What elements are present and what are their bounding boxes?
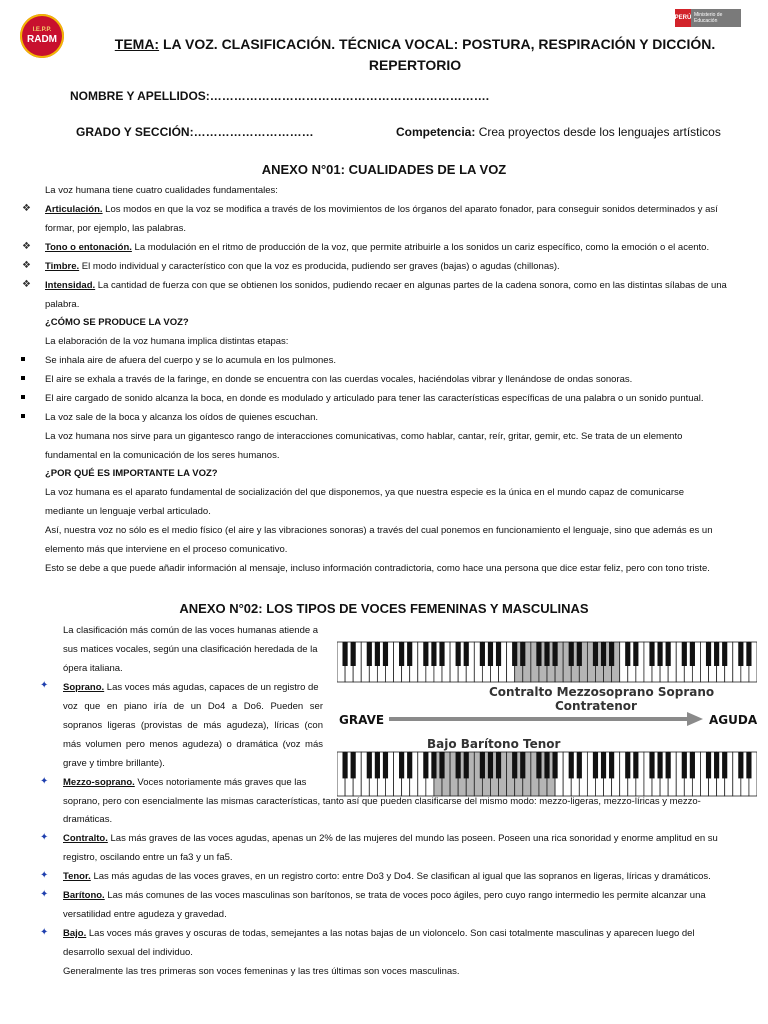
mezzo-line-3: dramáticas. xyxy=(63,814,113,825)
black-key xyxy=(342,642,347,666)
grave-label: GRAVE xyxy=(339,713,385,727)
black-key xyxy=(690,642,695,666)
black-key xyxy=(383,752,388,778)
q2-text: La modulación en el ritmo de producción de la voz, que permite atribuirle a los sonidos un cariz específico, como la emoción o el acento. xyxy=(131,242,710,253)
black-key xyxy=(633,642,638,666)
black-key xyxy=(512,642,517,666)
piano-keyboard-bottom xyxy=(337,752,757,796)
soprano-line-3: sopranos ligeras (provistas de más agudeza), líricas (con xyxy=(63,720,323,731)
black-key xyxy=(577,642,582,666)
black-key xyxy=(714,642,719,666)
piano-keyboard-top xyxy=(337,642,757,682)
voice-soprano xyxy=(63,678,323,697)
baritono-term: Barítono. xyxy=(63,890,105,901)
bajo-line-2: desarrollo sexual del individuo. xyxy=(63,947,193,958)
title-label: TEMA: xyxy=(114,36,160,52)
annex1-title: ANEXO N°01: CUALIDADES DE LA VOZ xyxy=(261,162,507,177)
black-key xyxy=(512,752,517,778)
black-key xyxy=(431,642,436,666)
square-bullet-icon xyxy=(21,414,25,418)
pointer-bullet-icon: ✦ xyxy=(40,776,49,787)
soprano-line-5: grave y timbre brillante). xyxy=(63,758,165,769)
black-key xyxy=(666,642,671,666)
q1-term: Articulación. xyxy=(45,204,103,215)
black-key xyxy=(649,752,654,778)
black-key xyxy=(367,752,372,778)
pointer-bullet-icon: ✦ xyxy=(40,832,49,843)
black-key xyxy=(375,642,380,666)
pointer-bullet-icon: ✦ xyxy=(40,889,49,900)
why-line-1: La voz humana es el aparato fundamental de socialización del que disponemos, ya que nuestra especie es la única en el mundo capaz de comunicarse xyxy=(45,487,685,498)
competence-value: Crea proyectos desde los lenguajes artísticos xyxy=(478,125,721,139)
annex2-intro-1: La clasificación más común de las voces humanas atiende a xyxy=(63,625,319,636)
step-3: El aire cargado de sonido alcanza la boca, en donde es modulado y articulado para tener las características específicas de una palabra o un sonido puntual. xyxy=(45,393,704,404)
black-key xyxy=(601,642,606,666)
q3-text: El modo individual y característico con que la voz es producida, pudiendo ser graves (bajas) o agudas (chillonas). xyxy=(79,261,560,272)
black-key xyxy=(439,642,444,666)
how-title: ¿CÓMO SE PRODUCE LA VOZ? xyxy=(45,317,189,328)
annex2-title: ANEXO N°02: LOS TIPOS DE VOCES FEMENINAS Y MASCULINAS xyxy=(179,601,589,616)
school-logo-top: I.E.P.P. xyxy=(32,27,52,33)
black-key xyxy=(488,642,493,666)
black-key xyxy=(431,752,436,778)
grade-field: GRADO Y SECCIÓN:………………………… xyxy=(76,125,314,139)
bajo-term: Bajo. xyxy=(63,928,87,939)
tenor-line-1: Las más agudas de las voces graves, en un registro corto: entre Do3 y Do4. Se clasifican al igual que las sopranos en ligeras, líricas y dramáticos. xyxy=(90,871,711,882)
title-line2: REPERTORIO xyxy=(368,57,462,73)
black-key xyxy=(738,642,743,666)
black-key xyxy=(496,642,501,666)
voice-mezzo xyxy=(63,773,323,792)
bajo-line-1: Las voces más graves y oscuras de todas, semejantes a las notas bajas de un violoncelo. Son casi totalmente masculinas y aparecen luego del xyxy=(86,928,695,939)
black-key xyxy=(714,752,719,778)
black-key xyxy=(666,752,671,778)
mezzo-line-1: Voces notoriamente más graves que las xyxy=(134,777,307,788)
square-bullet-icon xyxy=(21,357,25,361)
black-key xyxy=(625,752,630,778)
black-key xyxy=(625,642,630,666)
q4-term: Intensidad. xyxy=(45,280,96,291)
black-key xyxy=(682,642,687,666)
black-key xyxy=(520,642,525,666)
mezzo-line-2: soprano, pero con esencialmente las mismas características, tanto así que pueden clasificarse del mismo modo: mezzo-ligeras, mezzo-líricas y mezzo- xyxy=(63,796,701,807)
annex1-intro: La voz humana tiene cuatro cualidades fundamentales: xyxy=(45,185,278,196)
school-logo-bottom: RADM xyxy=(27,34,57,45)
contralto-line-2: registro, oscilando entre un fa3 y un fa5. xyxy=(63,852,233,863)
black-key xyxy=(488,752,493,778)
voice-baritono xyxy=(63,886,706,905)
why-line-3: Así, nuestra voz no sólo es el medio físico (el aire y las vibraciones sonoras) a través del cual ponemos en funcionamiento el lenguaje, sino que además es un xyxy=(45,525,713,536)
black-key xyxy=(456,752,461,778)
q3-term: Timbre. xyxy=(45,261,80,272)
annex2-intro-2: sus matices vocales, según una clasificación heredada de la xyxy=(63,644,318,655)
quality-articulacion xyxy=(45,200,745,219)
step-1: Se inhala aire de afuera del cuerpo y se lo acumula en los pulmones. xyxy=(45,355,336,366)
black-key xyxy=(609,752,614,778)
diamond-bullet-icon: ❖ xyxy=(22,260,31,271)
black-key xyxy=(544,642,549,666)
why-line-5: Esto se debe a que puede añadir información al mensaje, incluso información contradictoria, como hace una persona que dice estar feliz, pero con tono triste. xyxy=(45,563,710,574)
black-key xyxy=(609,642,614,666)
black-key xyxy=(480,642,485,666)
minedu-name: Ministerio de Educación xyxy=(694,12,723,24)
contralto-line-1: Las más graves de las voces agudas, apenas un 2% de las mujeres del mundo las poseen. Poseen una rica sonoridad y enorme amplitud en su xyxy=(107,833,718,844)
q2-term: Tono o entonación. xyxy=(45,242,132,253)
black-key xyxy=(536,642,541,666)
black-key xyxy=(649,642,654,666)
black-key xyxy=(496,752,501,778)
black-key xyxy=(746,752,751,778)
why-title: ¿POR QUÉ ES IMPORTANTE LA VOZ? xyxy=(45,468,218,479)
soprano-line-2: voz que en piano iría de un Do4 a Do6. Pueden ser xyxy=(63,701,323,712)
black-key xyxy=(351,752,356,778)
school-logo xyxy=(20,14,64,58)
black-key xyxy=(407,642,412,666)
black-key xyxy=(383,642,388,666)
soprano-term: Soprano. xyxy=(63,682,105,693)
pointer-bullet-icon: ✦ xyxy=(40,870,49,881)
black-key xyxy=(722,752,727,778)
black-key xyxy=(577,752,582,778)
black-key xyxy=(738,752,743,778)
why-line-4: elemento más que interviene en el proceso comunicativo. xyxy=(45,544,288,555)
black-key xyxy=(464,752,469,778)
annex2-closing: Generalmente las tres primeras son voces femeninas y las tres últimas son voces masculinas. xyxy=(63,966,460,977)
use-line-1: La voz humana nos sirve para un gigantesco rango de interacciones comunicativas, como hablar, cantar, reír, gritar, gemir, etc. Se trata de un elemento xyxy=(45,431,683,442)
voice-tenor xyxy=(63,867,711,886)
black-key xyxy=(682,752,687,778)
black-key xyxy=(633,752,638,778)
black-key xyxy=(569,642,574,666)
diamond-bullet-icon: ❖ xyxy=(22,203,31,214)
female-voices-label: Contralto Mezzosoprano Soprano xyxy=(489,685,715,699)
black-key xyxy=(464,642,469,666)
black-key xyxy=(367,642,372,666)
male-voices-label: Bajo Barítono Tenor xyxy=(427,737,561,751)
black-key xyxy=(593,642,598,666)
why-line-2: mediante un lenguaje verbal articulado. xyxy=(45,506,211,517)
step-2: El aire se exhala a través de la faringe, en donde se encuentra con las cuerdas vocales, haciéndolas vibrar y llenándose de ondas sonoras. xyxy=(45,374,633,385)
aguda-label: AGUDA xyxy=(709,713,757,727)
diamond-bullet-icon: ❖ xyxy=(22,241,31,252)
mezzo-term: Mezzo-soprano. xyxy=(63,777,135,788)
black-key xyxy=(399,752,404,778)
q1-text: Los modos en que la voz se modifica a través de los movimientos de los órganos del aparato fonador, para conseguir sonidos determinados y así xyxy=(102,204,718,215)
voice-contralto xyxy=(63,829,718,848)
baritono-line-2: versatilidad entre agudeza y gravedad. xyxy=(63,909,227,920)
black-key xyxy=(520,752,525,778)
competence xyxy=(396,125,721,139)
soprano-line-1: Las voces más agudas, capaces de un registro de xyxy=(104,682,319,693)
annex2-intro-3: ópera italiana. xyxy=(63,663,123,674)
black-key xyxy=(552,752,557,778)
black-key xyxy=(601,752,606,778)
quality-intensidad xyxy=(45,276,727,295)
name-field: NOMBRE Y APELLIDOS:……………………………………………………………. xyxy=(70,89,490,103)
black-key xyxy=(544,752,549,778)
black-key xyxy=(423,642,428,666)
black-key xyxy=(399,642,404,666)
how-intro: La elaboración de la voz humana implica distintas etapas: xyxy=(45,336,289,347)
competence-label: Competencia: xyxy=(396,125,476,139)
black-key xyxy=(480,752,485,778)
contralto-term: Contralto. xyxy=(63,833,108,844)
minedu-logo xyxy=(675,9,741,27)
black-key xyxy=(456,642,461,666)
tenor-term: Tenor. xyxy=(63,871,91,882)
baritono-line-1: Las más comunes de las voces masculinas son barítonos, se trata de voces poco ágiles, pero cuyo rango intermedio les permite alcanzar una xyxy=(104,890,706,901)
q4-text2: palabra. xyxy=(45,299,80,310)
soprano-line-4: más volumen pero menos agudeza) o dramática (voz más xyxy=(63,739,323,750)
black-key xyxy=(569,752,574,778)
black-key xyxy=(690,752,695,778)
pointer-bullet-icon: ✦ xyxy=(40,680,49,691)
use-line-2: fundamental en la comunicación de los seres humanos. xyxy=(45,450,280,461)
black-key xyxy=(375,752,380,778)
square-bullet-icon xyxy=(21,395,25,399)
black-key xyxy=(536,752,541,778)
diamond-bullet-icon: ❖ xyxy=(22,279,31,290)
voice-range-figure xyxy=(337,638,757,800)
black-key xyxy=(657,752,662,778)
black-key xyxy=(407,752,412,778)
black-key xyxy=(342,752,347,778)
square-bullet-icon xyxy=(21,376,25,380)
page-title xyxy=(80,34,750,76)
minedu-country: PERÚ xyxy=(675,9,691,27)
black-key xyxy=(439,752,444,778)
pointer-bullet-icon: ✦ xyxy=(40,927,49,938)
black-key xyxy=(593,752,598,778)
range-arrow-head xyxy=(687,712,703,726)
quality-timbre xyxy=(45,257,560,276)
black-key xyxy=(746,642,751,666)
q1-text2: formar, por ejemplo, las palabras. xyxy=(45,223,186,234)
black-key xyxy=(423,752,428,778)
contratenor-label: Contratenor xyxy=(555,699,637,713)
step-4: La voz sale de la boca y alcanza los oídos de quienes escuchan. xyxy=(45,412,319,423)
black-key xyxy=(657,642,662,666)
black-key xyxy=(552,642,557,666)
title-line1: LA VOZ. CLASIFICACIÓN. TÉCNICA VOCAL: POSTURA, RESPIRACIÓN Y DICCIÓN. xyxy=(159,36,716,52)
quality-tono xyxy=(45,238,709,257)
black-key xyxy=(706,752,711,778)
voice-bajo xyxy=(63,924,695,943)
black-key xyxy=(722,642,727,666)
q4-text: La cantidad de fuerza con que se obtienen los sonidos, pudiendo recaer en algunas partes de la cadena sonora, como en las distintas sílabas de una xyxy=(95,280,727,291)
black-key xyxy=(351,642,356,666)
black-key xyxy=(706,642,711,666)
